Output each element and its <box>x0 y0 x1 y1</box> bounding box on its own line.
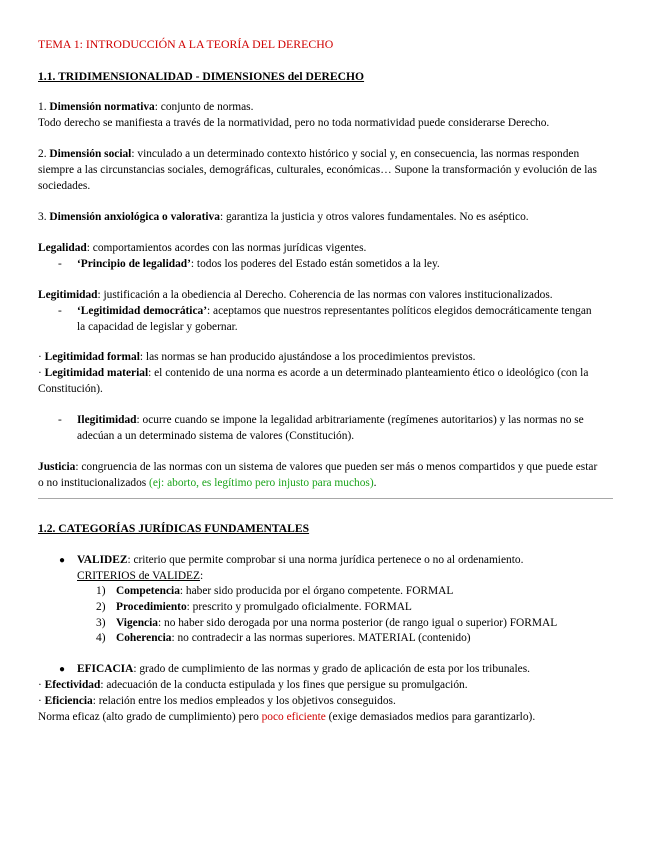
ilegitimidad-line2: adecúan a un determinado sistema de valores (Constitución). <box>77 430 355 442</box>
eficiencia: · Eficiencia: relación entre los medios empleados y los objetivos conseguidos. <box>38 695 396 707</box>
term-legitimidad: Legitimidad <box>38 289 98 301</box>
bullet-icon: ● <box>59 555 66 566</box>
legitimidad: Legitimidad: justificación a la obediencia al Derecho. Coherencia de las normas con valores institucionalizados. <box>38 289 553 301</box>
criterio-coherencia: Coherencia: no contradecir a las normas superiores. MATERIAL (contenido) <box>116 632 471 644</box>
legitimidad-democratica-line2: la capacidad de legislar y gobernar. <box>77 321 238 333</box>
dash-marker: - <box>58 258 62 270</box>
legalidad: Legalidad: comportamientos acordes con las normas jurídicas vigentes. <box>38 242 367 254</box>
section-1-heading: 1.1. TRIDIMENSIONALIDAD - DIMENSIONES del DERECHO <box>38 70 365 83</box>
dimension-normativa: 1. Dimensión normativa: conjunto de normas. <box>38 101 254 113</box>
eficacia: EFICACIA: grado de cumplimiento de las normas y grado de aplicación de esta por los tribunales. <box>77 663 530 675</box>
validez: VALIDEZ: criterio que permite comprobar si una norma jurídica pertenece o no al ordenamiento. <box>77 554 524 566</box>
dimension-social-line2: siempre a las circunstancias sociales, demográficas, culturales, económicas… Supone la transformación y evolución de las <box>38 164 597 176</box>
legitimidad-formal: · Legitimidad formal: las normas se han producido ajustándose a los procedimientos previstos. <box>38 351 476 363</box>
term-dimension-social: Dimensión social <box>49 148 132 160</box>
dimension-social: 2. Dimensión social: vinculado a un determinado contexto histórico y social y, en consecuencia, las normas responden <box>38 148 580 160</box>
criterio-vigencia: Vigencia: no haber sido derogada por una norma posterior (de rango igual o superior) FORMAL <box>116 617 558 629</box>
justicia-example: (ej: aborto, es legítimo pero injusto para muchos) <box>149 477 374 489</box>
criterio-num: 3) <box>96 617 106 629</box>
document-title: TEMA 1: INTRODUCCIÓN A LA TEORÍA DEL DERECHO <box>38 37 334 51</box>
justicia: Justicia: congruencia de las normas con un sistema de valores que pueden ser más o menos compartidos y que puede estar <box>38 461 598 473</box>
poco-eficiente: poco eficiente <box>261 711 326 723</box>
dimension-normativa-line2: Todo derecho se manifiesta a través de la normatividad, pero no toda normatividad puede considerarse Derecho. <box>38 117 550 129</box>
criterio-num: 2) <box>96 601 106 613</box>
term-eficacia: EFICACIA <box>77 663 134 675</box>
term-dimension-normativa: Dimensión normativa <box>49 101 155 113</box>
dimension-social-line3: sociedades. <box>38 180 91 192</box>
bullet-icon: ● <box>59 664 66 675</box>
horizontal-divider <box>38 498 613 499</box>
criterio-procedimiento: Procedimiento: prescrito y promulgado oficialmente. FORMAL <box>116 601 412 613</box>
criterio-competencia: Competencia: haber sido producida por el órgano competente. FORMAL <box>116 585 454 597</box>
dash-marker: - <box>58 414 62 426</box>
criterio-num: 4) <box>96 632 106 644</box>
criterios-validez: CRITERIOS de VALIDEZ: <box>77 570 204 582</box>
norma-eficaz: Norma eficaz (alto grado de cumplimiento) pero poco eficiente (exige demasiados medios para garantizarlo). <box>38 711 536 723</box>
legitimidad-material-line2: Constitución). <box>38 383 103 395</box>
ilegitimidad: Ilegitimidad: ocurre cuando se impone la legalidad arbitrariamente (regímenes autoritarios) y las normas no se <box>77 414 584 426</box>
legitimidad-material: · Legitimidad material: el contenido de una norma es acorde a un determinado planteamiento ético o ideológico (con la <box>38 367 589 379</box>
term-legalidad: Legalidad <box>38 242 87 254</box>
efectividad: · Efectividad: adecuación de la conducta estipulada y los fines que persigue su promulgación. <box>38 679 468 691</box>
section-2-heading: 1.2. CATEGORÍAS JURÍDICAS FUNDAMENTALES <box>38 522 310 535</box>
criterio-num: 1) <box>96 585 106 597</box>
term-justicia: Justicia <box>38 461 76 473</box>
justicia-line2: o no institucionalizados (ej: aborto, es legítimo pero injusto para muchos). <box>38 477 377 489</box>
dimension-anxiologica: 3. Dimensión anxiológica o valorativa: garantiza la justicia y otros valores fundamentales. No es aséptico. <box>38 211 529 223</box>
term-dimension-anxiologica: Dimensión anxiológica o valorativa <box>49 211 220 223</box>
dash-marker: - <box>58 305 62 317</box>
legitimidad-democratica: ‘Legitimidad democrática’: aceptamos que nuestros representantes políticos elegidos democráticamente tengan <box>77 305 592 317</box>
term-validez: VALIDEZ <box>77 554 128 566</box>
principio-legalidad: ‘Principio de legalidad’: todos los poderes del Estado están sometidos a la ley. <box>77 258 440 270</box>
